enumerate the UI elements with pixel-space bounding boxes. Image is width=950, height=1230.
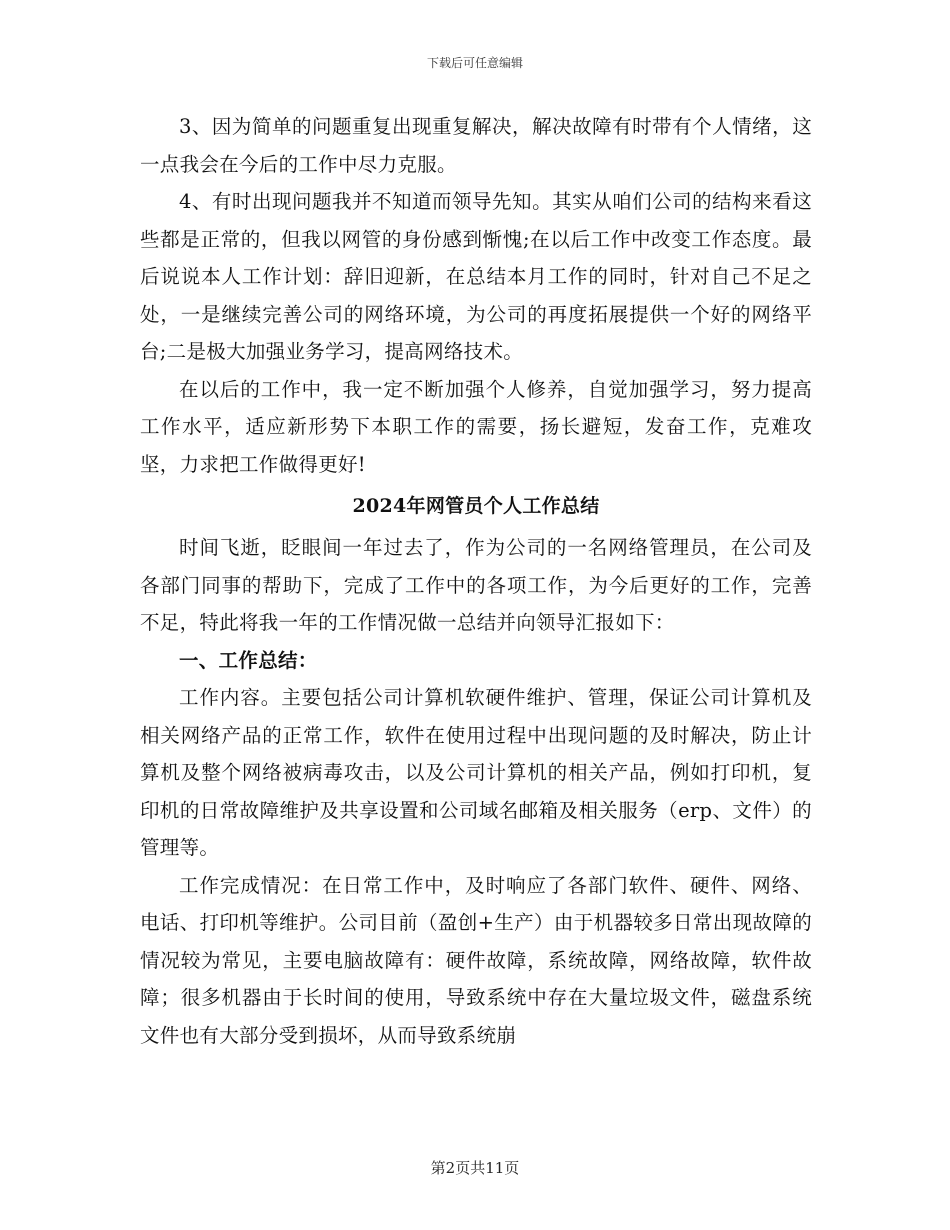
paragraph-1: 3、因为简单的问题重复出现重复解决，解决故障有时带有个人情绪，这一点我会在今后的工作中尽力克服。 [140,115,812,176]
page-footer: 第2页共11页 [430,1159,520,1177]
paragraph-2: 4、有时出现问题我并不知道而领导先知。其实从咱们公司的结构来看这些都是正常的，但我以网管的身份感到惭愧;在以后工作中改变工作态度。最后说说本人工作计划：辞旧迎新，在总结本月工作的同时，针对自己不足之处，一是继续完善公司的网络环境，为公司的再度拓展提供一个好的网络平台;二是极大加强业务学习，提高网络技术。 [140,190,812,363]
section-title: 2024年网管员个人工作总结 [352,495,600,517]
paragraph-6: 工作完成情况：在日常工作中，及时响应了各部门软件、硬件、网络、电话、打印机等维护。公司目前（盈创+生产）由于机器较多日常出现故障的情况较为常见，主要电脑故障有：硬件故障，系统故障，网络故障，软件故障；很多机器由于长时间的使用，导致系统中存在大量垃圾文件，磁盘系统文件也有大部分受到损坏，从而导致系统崩 [140,873,812,1047]
paragraph-3: 在以后的工作中，我一定不断加强个人修养，自觉加强学习，努力提高工作水平，适应新形势下本职工作的需要，扬长避短，发奋工作，克难攻坚，力求把工作做得更好! [140,377,812,476]
paragraph-4: 时间飞逝，眨眼间一年过去了，作为公司的一名网络管理员，在公司及各部门同事的帮助下，完成了工作中的各项工作，为今后更好的工作，完善不足，特此将我一年的工作情况做一总结并向领导汇报如下： [140,536,812,634]
document-body [140,108,812,1054]
paragraph-5: 工作内容。主要包括公司计算机软硬件维护、管理，保证公司计算机及相关网络产品的正常工作，软件在使用过程中出现问题的及时解决，防止计算机及整个网络被病毒攻击，以及公司计算机的相关产品，例如打印机，复印机的日常故障维护及共享设置和公司域名邮箱及相关服务（erp、文件）的管理等。 [140,686,812,859]
page-header: 下载后可任意编辑 [426,56,523,70]
section-heading-1: 一、工作总结： [179,648,318,672]
